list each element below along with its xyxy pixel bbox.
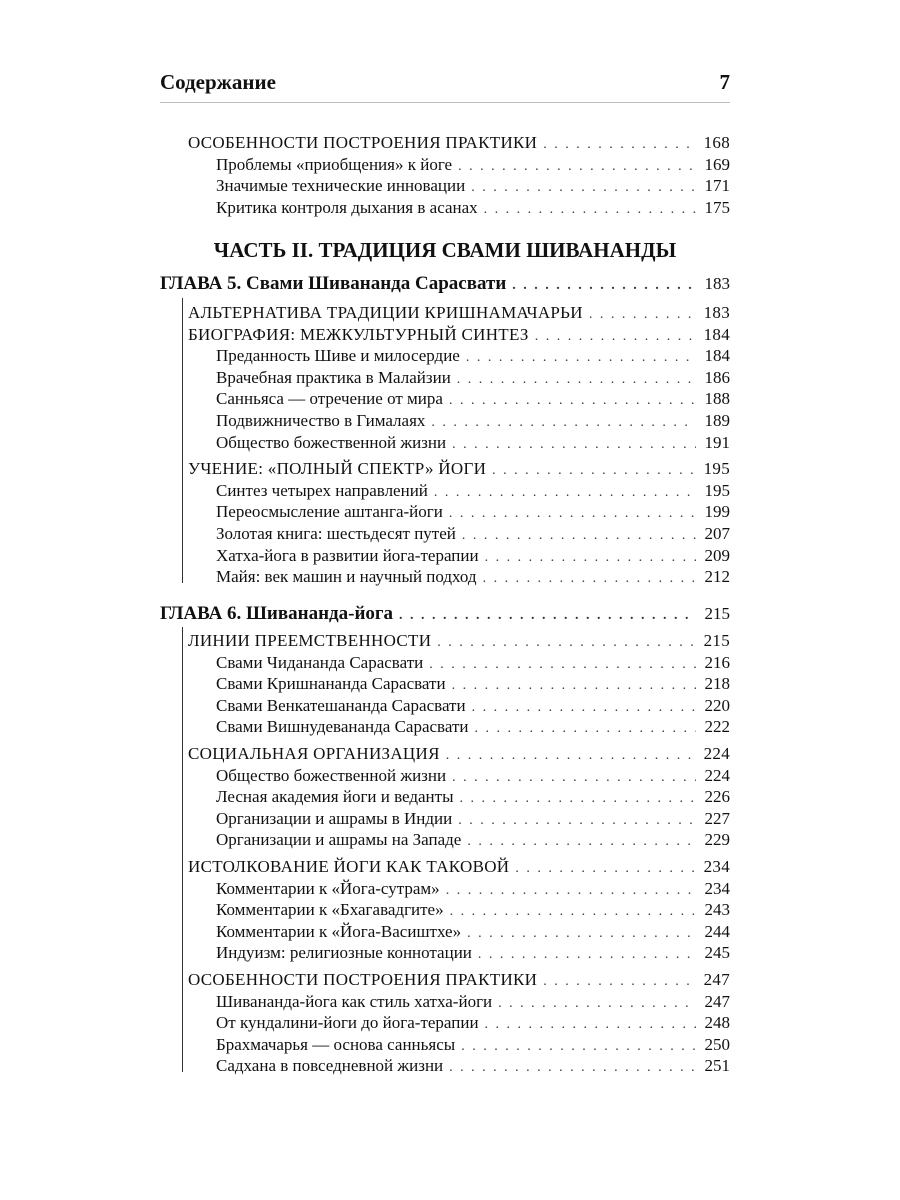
subsection-entry	[160, 567, 730, 589]
subsection-entry	[160, 524, 730, 546]
entry-page-number: 169	[704, 154, 730, 174]
entry-title: СОЦИАЛЬНАЯ ОРГАНИЗАЦИЯ	[188, 744, 440, 763]
entry-page-number: 191	[704, 432, 730, 452]
entry-page-number: 195	[704, 480, 730, 500]
chapter-bracket-line	[182, 627, 183, 1072]
dot-leader	[485, 550, 696, 566]
entry-page-number: 175	[704, 197, 730, 217]
entry-title: Садхана в повседневной жизни	[216, 1056, 444, 1076]
entry-title: Подвижничество в Гималаях	[216, 411, 426, 430]
subsection-entry	[160, 879, 730, 901]
subsection-entry	[160, 389, 730, 411]
entry-page-number: 226	[704, 787, 730, 807]
dot-leader	[492, 463, 696, 479]
subsection-entry	[160, 992, 730, 1014]
chapter-entry	[160, 603, 730, 625]
dot-leader	[399, 608, 696, 624]
dot-leader	[589, 307, 696, 323]
entry-title: Майя: век машин и научный подход	[216, 567, 477, 587]
entry-title: Общество божественной жизни	[216, 432, 447, 452]
entry-page-number: 224	[703, 744, 730, 763]
chapter-entry	[160, 273, 730, 295]
section-entry	[160, 303, 730, 325]
entry-title: Свами Чидананда Сарасвати	[216, 652, 424, 672]
subsection-entry	[160, 368, 730, 390]
subsection-entry	[160, 653, 730, 675]
entry-title: ОСОБЕННОСТИ ПОСТРОЕНИЯ ПРАКТИКИ	[188, 133, 538, 152]
dot-leader	[485, 1017, 696, 1033]
entry-page-number: 227	[704, 808, 730, 828]
dot-leader	[449, 393, 696, 409]
dot-leader	[450, 904, 696, 920]
dot-leader	[460, 791, 696, 807]
dot-leader	[431, 415, 696, 431]
entry-page-number: 245	[704, 943, 730, 963]
entry-page-number: 188	[704, 389, 730, 409]
dot-leader	[449, 506, 696, 522]
entry-title: АЛЬТЕРНАТИВА ТРАДИЦИИ КРИШНАМАЧАРЬИ	[188, 303, 583, 322]
page-number: 7	[719, 70, 730, 94]
subsection-entry	[160, 809, 730, 831]
entry-title: Свами Венкатешананда Сарасвати	[216, 695, 466, 715]
subsection-entry	[160, 1035, 730, 1057]
subsection-entry	[160, 674, 730, 696]
entry-page-number: 247	[704, 991, 730, 1011]
section-entry	[160, 325, 730, 347]
section-entry	[160, 133, 730, 155]
dot-leader	[543, 974, 696, 990]
entry-page-number: 207	[704, 524, 730, 543]
entry-page-number: 234	[703, 857, 730, 876]
entry-title: От кундалини-йоги до йога-терапии	[216, 1013, 479, 1033]
entry-page-number: 195	[703, 459, 730, 479]
entry-title: Санньяса — отречение от мира	[216, 389, 443, 409]
entry-page-number: 212	[704, 567, 730, 587]
entry-page-number: 229	[704, 830, 730, 850]
dot-leader	[512, 278, 696, 294]
dot-leader	[478, 947, 696, 963]
subsection-entry	[160, 411, 730, 433]
entry-page-number: 184	[703, 324, 730, 344]
entry-page-number: 209	[704, 545, 730, 565]
entry-page-number: 184	[704, 346, 730, 366]
entry-title: Общество божественной жизни	[216, 765, 447, 785]
section-entry	[160, 631, 730, 653]
dot-leader	[429, 657, 696, 673]
entry-page-number: 186	[704, 367, 730, 387]
entry-title: ГЛАВА 5. Свами Шивананда Сарасвати	[160, 273, 507, 294]
dot-leader	[467, 926, 696, 942]
dot-leader	[449, 1060, 696, 1076]
dot-leader	[462, 528, 696, 544]
section-entry	[160, 970, 730, 992]
dot-leader	[434, 485, 696, 501]
dot-leader	[452, 437, 696, 453]
subsection-entry	[160, 1013, 730, 1035]
entry-title: Лесная академия йоги и веданты	[216, 787, 454, 807]
subsection-entry	[160, 502, 730, 524]
dot-leader	[466, 350, 696, 366]
page-header	[160, 70, 730, 95]
entry-page-number: 171	[704, 176, 730, 196]
entry-title: БИОГРАФИЯ: МЕЖКУЛЬТУРНЫЙ СИНТЕЗ	[188, 324, 529, 344]
section-entry	[160, 459, 730, 481]
entry-page-number: 220	[704, 695, 730, 715]
entry-page-number: 216	[704, 652, 730, 672]
entry-title: УЧЕНИЕ: «ПОЛНЫЙ СПЕКТР» ЙОГИ	[188, 459, 487, 479]
dot-leader	[498, 996, 696, 1012]
dot-leader	[483, 571, 696, 587]
entry-title: ИСТОЛКОВАНИЕ ЙОГИ КАК ТАКОВОЙ	[188, 857, 510, 876]
section-entry	[160, 744, 730, 766]
entry-title: ОСОБЕННОСТИ ПОСТРОЕНИЯ ПРАКТИКИ	[188, 970, 538, 989]
subsection-entry	[160, 943, 730, 965]
dot-leader	[452, 678, 696, 694]
part-heading: ЧАСТЬ II. ТРАДИЦИЯ СВАМИ ШИВАНАНДЫ	[213, 238, 677, 262]
entry-title: Комментарии к «Йога-Васиштхе»	[216, 921, 462, 941]
entry-page-number: 244	[704, 921, 730, 941]
running-title: Содержание	[160, 70, 276, 94]
entry-title: Организации и ашрамы в Индии	[216, 808, 453, 828]
subsection-entry	[160, 481, 730, 503]
entry-title: Комментарии к «Бхагавадгите»	[216, 900, 444, 920]
subsection-entry	[160, 198, 730, 220]
dot-leader	[471, 180, 696, 196]
entry-page-number: 251	[704, 1056, 730, 1076]
entry-title: Свами Кришнананда Сарасвати	[216, 674, 446, 694]
entry-title: Проблемы «приобщения» к йоге	[216, 154, 453, 174]
subsection-entry	[160, 176, 730, 198]
dot-leader	[437, 635, 696, 651]
entry-title: ГЛАВА 6. Шивананда-йога	[160, 603, 394, 624]
entry-page-number: 234	[704, 878, 730, 898]
entry-page-number: 250	[704, 1034, 730, 1054]
dot-leader	[457, 372, 696, 388]
entry-title: Врачебная практика в Малайзии	[216, 367, 451, 387]
subsection-entry	[160, 717, 730, 739]
entry-page-number: 243	[704, 900, 730, 920]
entry-title: Организации и ашрамы на Западе	[216, 830, 462, 850]
entry-title: Значимые технические инновации	[216, 176, 466, 196]
dot-leader	[535, 329, 696, 345]
dot-leader	[475, 721, 697, 737]
dot-leader	[446, 883, 696, 899]
subsection-entry	[160, 787, 730, 809]
entry-title: Синтез четырех направлений	[216, 480, 428, 500]
dot-leader	[458, 813, 696, 829]
dot-leader	[452, 770, 696, 786]
dot-leader	[467, 834, 696, 850]
entry-page-number: 248	[704, 1013, 730, 1033]
entry-page-number: 215	[704, 604, 730, 623]
dot-leader	[543, 137, 696, 153]
entry-title: Преданность Шиве и милосердие	[216, 346, 460, 366]
subsection-entry	[160, 1056, 730, 1078]
entry-title: ЛИНИИ ПРЕЕМСТВЕННОСТИ	[188, 631, 432, 650]
entry-page-number: 183	[704, 274, 730, 293]
entry-page-number: 199	[704, 502, 730, 522]
dot-leader	[484, 202, 696, 218]
section-entry	[160, 857, 730, 879]
entry-page-number: 189	[704, 411, 730, 430]
subsection-entry	[160, 830, 730, 852]
subsection-entry	[160, 922, 730, 944]
subsection-entry	[160, 900, 730, 922]
entry-title: Критика контроля дыхания в асанах	[216, 197, 478, 217]
dot-leader	[446, 748, 696, 764]
header-rule	[160, 102, 730, 103]
entry-title: Комментарии к «Йога-сутрам»	[216, 878, 440, 898]
entry-page-number: 183	[703, 303, 730, 322]
entry-title: Шивананда-йога как стиль хатха-йоги	[216, 991, 493, 1011]
entry-page-number: 215	[703, 631, 730, 650]
entry-title: Индуизм: религиозные коннотации	[216, 943, 472, 963]
subsection-entry	[160, 433, 730, 455]
entry-page-number: 247	[703, 970, 730, 989]
dot-leader	[515, 861, 696, 877]
entry-title: Брахмачарья — основа санньясы	[216, 1034, 456, 1054]
dot-leader	[458, 159, 696, 175]
entry-page-number: 168	[703, 133, 730, 152]
entry-page-number: 222	[704, 717, 730, 737]
chapter-bracket-line	[182, 298, 183, 583]
subsection-entry	[160, 696, 730, 718]
entry-title: Свами Вишнудевананда Сарасвати	[216, 717, 469, 737]
entry-title: Золотая книга: шестьдесят путей	[216, 524, 456, 543]
entry-page-number: 224	[704, 765, 730, 785]
entry-page-number: 218	[704, 674, 730, 694]
subsection-entry	[160, 346, 730, 368]
subsection-entry	[160, 546, 730, 568]
entry-title: Переосмысление аштанга-йоги	[216, 502, 443, 522]
subsection-entry	[160, 155, 730, 177]
entry-title: Хатха-йога в развитии йога-терапии	[216, 545, 479, 565]
subsection-entry	[160, 766, 730, 788]
dot-leader	[472, 700, 696, 716]
dot-leader	[461, 1039, 696, 1055]
